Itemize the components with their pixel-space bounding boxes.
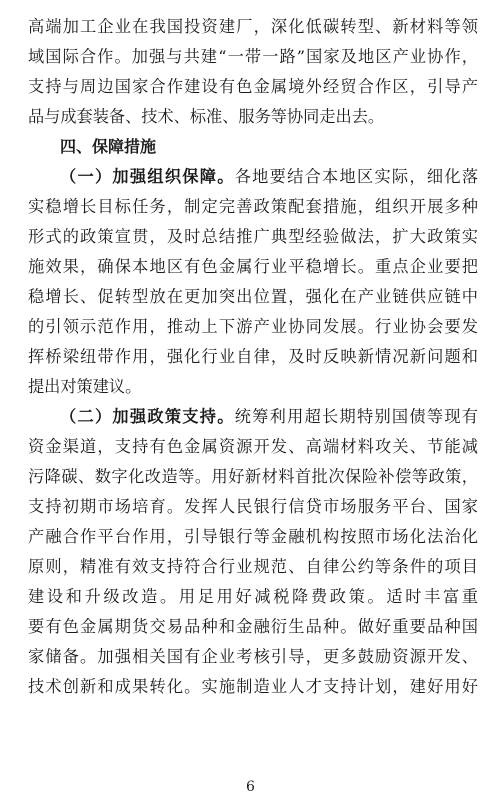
body-line: 实稳增长目标任务，制定完善政策配套措施，组织开展多种: [28, 197, 478, 216]
body-line: 建设和升级改造。用足用好减税降费政策。适时丰富重: [28, 587, 478, 606]
paragraph-first-line: [28, 163, 478, 191]
paragraph-text: 统筹利用超长期特别国债等现有: [234, 407, 479, 426]
body-line: 支持与周边国家合作建设有色金属境外经贸合作区，引导产: [28, 77, 478, 96]
body-line: 污降碳、数字化改造等。用好新材料首批次保险补偿等政策，: [28, 467, 478, 486]
body-line: 稳增长、促转型放在更加突出位置，强化在产业链供应链中: [28, 287, 478, 306]
paragraph-text: 各地要结合本地区实际，细化落: [234, 167, 479, 186]
body-line: 域国际合作。加强与共建“一带一路”国家及地区产业协作，: [28, 47, 478, 66]
body-line: 产融合作平台作用，引导银行等金融机构按照市场化法治化: [28, 527, 478, 546]
body-line: 提出对策建议。: [28, 377, 142, 396]
body-line: 挥桥梁纽带作用，强化行业自律，及时反映新情况新问题和: [28, 347, 478, 366]
body-line: 的引领示范作用，推动上下游产业协同发展。行业协会要发: [28, 317, 478, 336]
body-line: 资金渠道，支持有色金属资源开发、高端材料攻关、节能减: [28, 437, 478, 456]
paragraph-lead: （一）加强组织保障。: [60, 167, 235, 186]
body-line: 技术创新和成果转化。实施制造业人才支持计划，建好用好: [28, 677, 478, 696]
page-number: 6: [246, 779, 255, 795]
body-line: 施效果，确保本地区有色金属行业平稳增长。重点企业要把: [28, 257, 478, 276]
body-line: 品与成套装备、技术、标准、服务等协同走出去。: [28, 107, 385, 126]
body-line: 形式的政策宣贯，及时总结推广典型经验做法，扩大政策实: [28, 227, 478, 246]
body-line: 家储备。加强相关国有企业考核引导，更多鼓励资源开发、: [28, 647, 478, 666]
paragraph-lead: （二）加强政策支持。: [60, 407, 235, 426]
body-line: 支持初期市场培育。发挥人民银行信贷市场服务平台、国家: [28, 497, 478, 516]
body-line: 要有色金属期货交易品种和金融衍生品种。做好重要品种国: [28, 617, 478, 636]
paragraph-first-line: [28, 403, 478, 431]
body-line: 高端加工企业在我国投资建厂，深化低碳转型、新材料等领: [28, 17, 478, 36]
section-heading: 四、保障措施: [60, 137, 157, 156]
body-line: 原则，精准有效支持符合行业规范、自律公约等条件的项目: [28, 557, 478, 576]
